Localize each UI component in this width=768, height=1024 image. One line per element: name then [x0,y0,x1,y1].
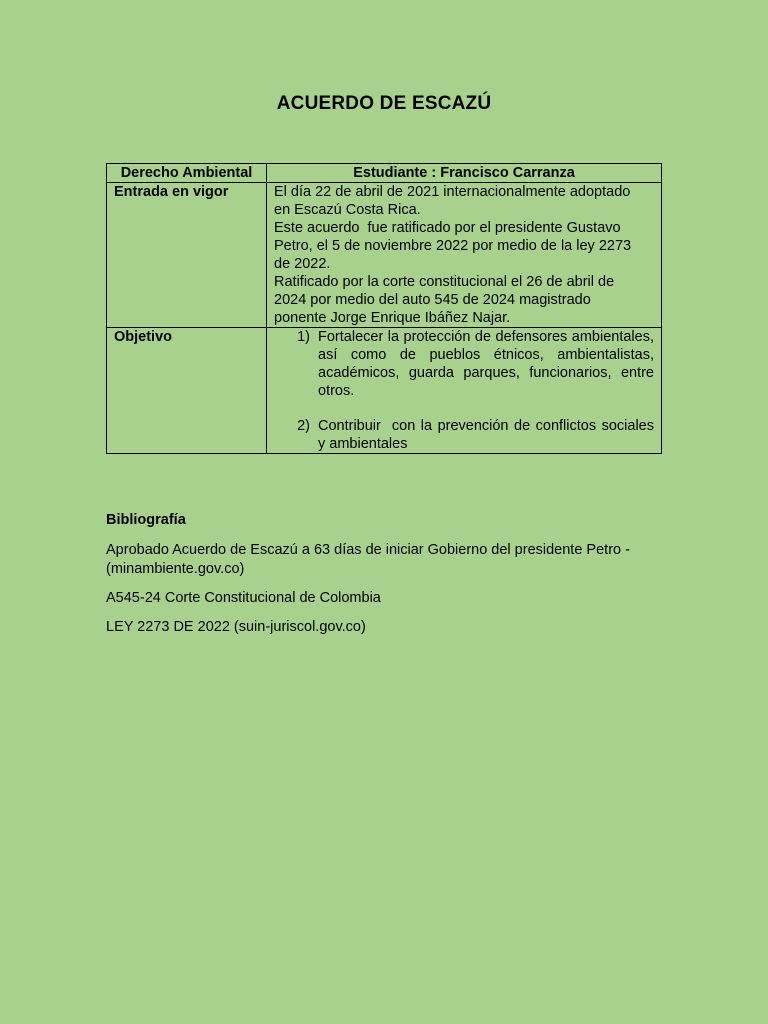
objective-content [267,328,662,454]
list-text: Contribuir con la prevención de conflictos sociales y ambientales [318,418,659,452]
text-line: ponente Jorge Enrique Ibáñez Najar. [274,310,511,326]
text-line: Ratificado por la corte constitucional el 26 de abril de [274,274,615,290]
row-label-entry-into-force: Entrada en vigor [107,183,267,328]
text-line: El día 22 de abril de 2021 internacionalmente adoptado [274,184,631,200]
text-line: de 2022. [274,256,331,272]
header-cell-subject: Derecho Ambiental [107,164,267,183]
header-cell-student: Estudiante : Francisco Carranza [267,164,662,183]
list-number: 2) [297,418,310,434]
text-line: Petro, el 5 de noviembre 2022 por medio de la ley 2273 [274,238,632,254]
bibliography-entry: Aprobado Acuerdo de Escazú a 63 días de iniciar Gobierno del presidente Petro - (minambiente.gov.co) [106,542,630,577]
bibliography-entry: LEY 2273 DE 2022 (suin-juriscol.gov.co) [106,619,366,635]
entry-into-force-content [267,183,662,328]
text-line: Este acuerdo fue ratificado por el presidente Gustavo [274,220,621,236]
list-number: 1) [297,329,310,345]
bibliography-heading: Bibliografía [106,512,186,528]
table-row [107,183,662,328]
list-item [274,417,659,453]
table-header-row [107,164,662,183]
row-label-objective: Objetivo [107,328,267,454]
table-row [107,328,662,454]
agreement-table [106,163,662,454]
document-title: ACUERDO DE ESCAZÚ [276,93,492,114]
list-item [274,328,654,400]
text-line: 2024 por medio del auto 545 de 2024 magistrado [274,292,591,308]
bibliography-entry: A545-24 Corte Constitucional de Colombia [106,590,381,606]
list-text: Fortalecer la protección de defensores ambientales, así como de pueblos étnicos, ambientalistas, académicos, guarda parques, funcionarios, entre otros. [318,329,654,399]
objective-list [274,328,659,453]
bibliography-section [106,511,666,647]
text-line: en Escazú Costa Rica. [274,202,421,218]
